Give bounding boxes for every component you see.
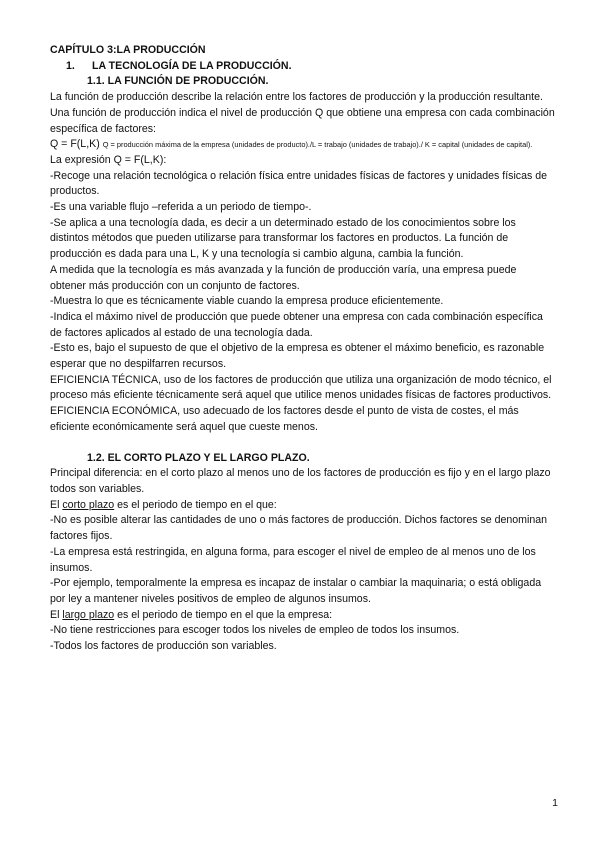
formula-note: Q = producción máxima de la empresa (unidades de producto)./L = trabajo (unidades de trabajo)./ K = capital (unidades de capital).	[102, 140, 533, 150]
page-number: 1	[552, 797, 558, 809]
paragraph: EFICIENCIA ECONÓMICA, uso adecuado de los factores desde el punto de vista de costes, el más eficiente económicamente será aquel que cueste menos.	[50, 405, 519, 433]
underlined-term: largo plazo	[62, 608, 115, 621]
paragraph: -Esto es, bajo el supuesto de que el objetivo de la empresa es obtener el máximo beneficio, es razonable esperar que no despilfarren recursos.	[50, 342, 545, 371]
paragraph: -No tiene restricciones para escoger todos los niveles de empleo de todos los insumos.	[50, 624, 460, 637]
paragraph: La expresión Q = F(L,K):	[50, 153, 167, 166]
subsection-heading-1-2: 1.2. EL CORTO PLAZO Y EL LARGO PLAZO.	[87, 451, 310, 464]
paragraph: Principal diferencia: en el corto plazo al menos uno de los factores de producción es fijo y en el largo plazo todos son variables.	[50, 467, 551, 495]
paragraph: -Es una variable flujo –referida a un periodo de tiempo-.	[50, 201, 312, 214]
section-number: 1.	[66, 59, 75, 72]
paragraph: -La empresa está restringida, en alguna forma, para escoger el nivel de empleo de al menos uno de los insumos.	[50, 545, 536, 574]
paragraph	[50, 608, 555, 624]
chapter-title: CAPÍTULO 3:LA PRODUCCIÓN	[50, 44, 206, 56]
text: El	[50, 608, 63, 621]
text: El	[50, 498, 63, 511]
text: es el periodo de tiempo en el que:	[114, 498, 277, 511]
text: es el periodo de tiempo en el que la empresa:	[114, 608, 333, 621]
paragraph: -Indica el máximo nivel de producción que puede obtener una empresa con cada combinación específica de factores aplicados al estado de una tecnología dada.	[50, 310, 543, 339]
paragraph: La función de producción describe la relación entre los factores de producción y la producción resultante.	[50, 91, 543, 104]
section-title: LA TECNOLOGÍA DE LA PRODUCCIÓN.	[92, 59, 292, 72]
paragraph: Una función de producción indica el nivel de producción Q que obtiene una empresa con cada combinación específica de factores:	[50, 106, 555, 135]
paragraph: -Recoge una relación tecnológica o relación física entre unidades físicas de factores y unidades físicas de productos.	[50, 169, 548, 198]
paragraph	[50, 498, 555, 514]
paragraph: -Muestra lo que es técnicamente viable cuando la empresa produce eficientemente.	[50, 295, 444, 308]
paragraph: -No es posible alterar las cantidades de uno o más factores de producción. Dichos factores se denominan factores fijos.	[50, 514, 548, 543]
subsection-heading-1-1: 1.1. LA FUNCIÓN DE PRODUCCIÓN.	[87, 75, 269, 88]
section-heading	[50, 59, 555, 75]
paragraph: -Se aplica a una tecnología dada, es decir a un determinado estado de los conocimientos sobre los distintos métodos que pueden utilizarse para transformar los factores en productos. La función de producción es dada para una L, K y una tecnología si cambio alguna, cambia la función.	[50, 216, 516, 261]
formula-line	[50, 137, 555, 153]
paragraph: A medida que la tecnología es más avanzada y la función de producción varía, una empresa puede obtener más producción con un conjunto de factores.	[50, 263, 517, 292]
underlined-term: corto plazo	[62, 498, 115, 511]
spacer	[50, 436, 555, 451]
document-page	[50, 43, 555, 655]
paragraph: -Por ejemplo, temporalmente la empresa es incapaz de instalar o cambiar la maquinaria; o está obligada por ley a mantener niveles positivos de empleo de algunos insumos.	[50, 577, 542, 605]
paragraph: EFICIENCIA TÉCNICA, uso de los factores de producción que utiliza una organización de modo técnico, el proceso más eficiente técnicamente será aquel que utilice menos unidades físicas de factores productivos.	[50, 373, 552, 402]
formula: Q = F(L,K)	[50, 138, 100, 151]
paragraph: -Todos los factores de producción son variables.	[50, 640, 277, 653]
